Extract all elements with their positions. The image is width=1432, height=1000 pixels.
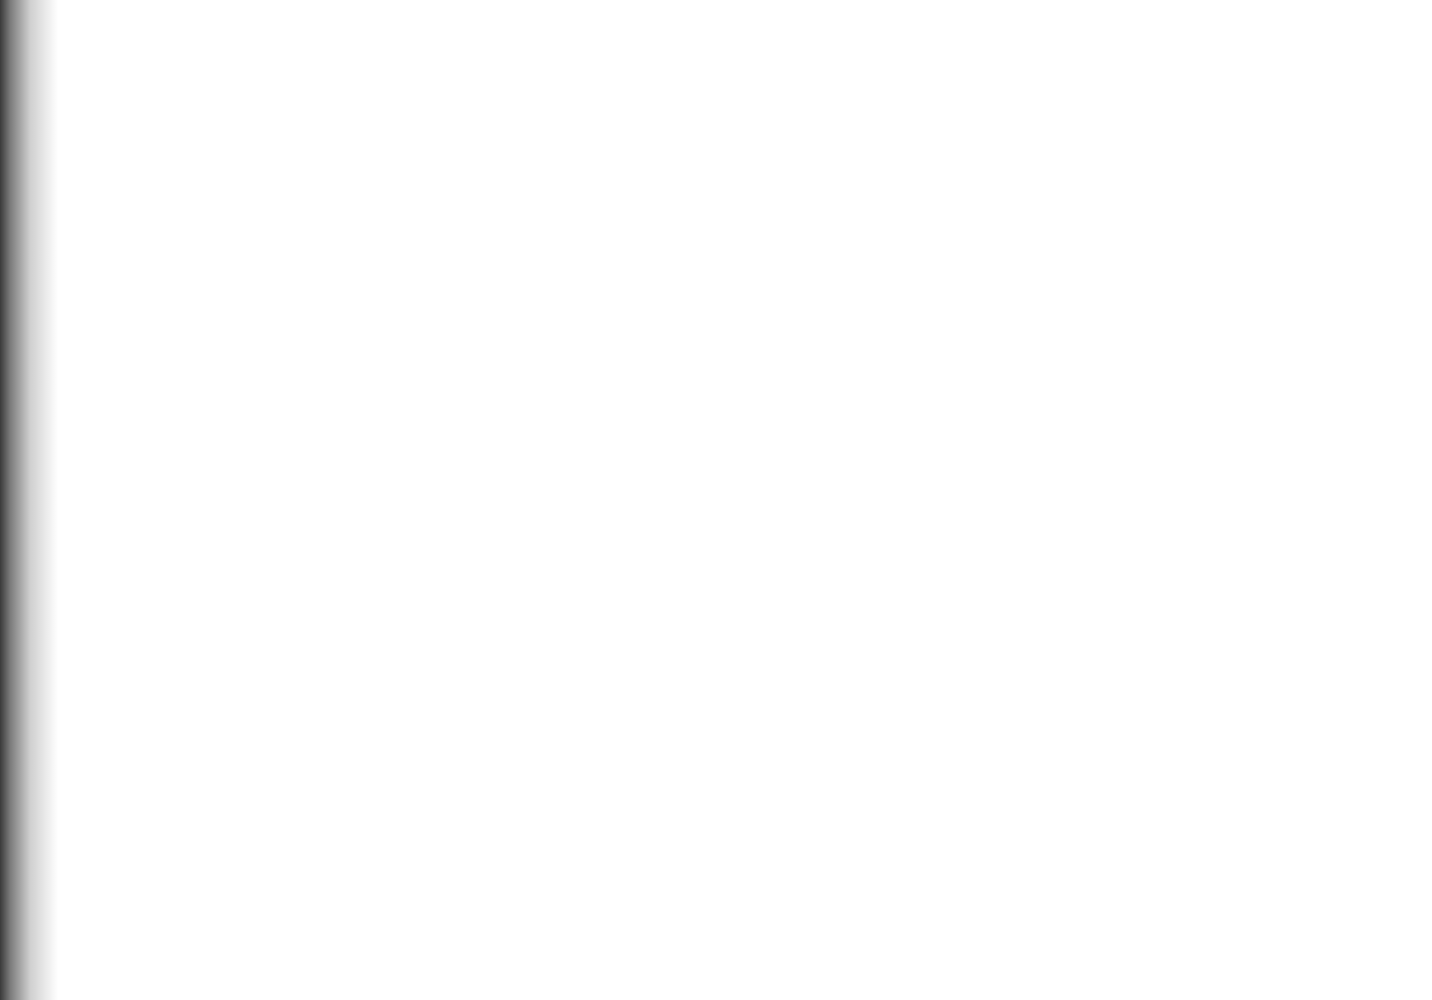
scan-binding-shadow — [0, 0, 58, 1000]
